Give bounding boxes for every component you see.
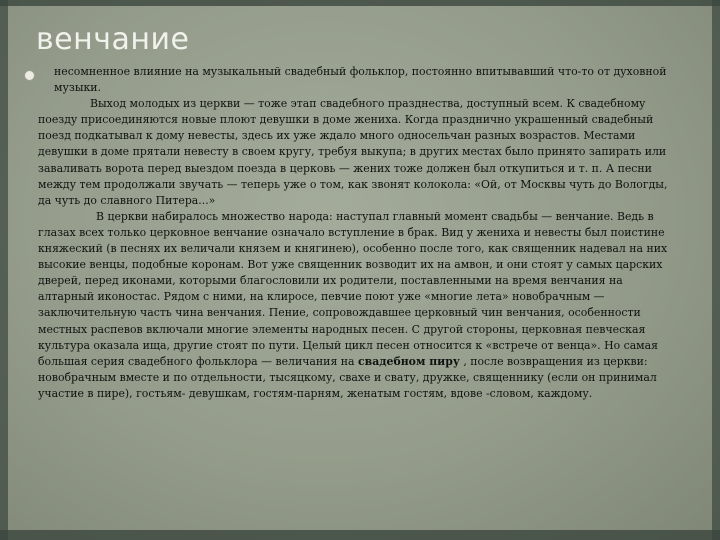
paragraph-1: несомненное влияние на музыкальный свадебный фольклор, постоянно впитывавший что-то от духовной музыки. <box>54 65 667 95</box>
body-text <box>38 64 668 402</box>
paragraph-2 <box>38 96 668 209</box>
paragraph-3 <box>38 209 668 402</box>
paragraph-3-bold: свадебном пиру <box>358 354 460 368</box>
frame-left <box>0 0 8 540</box>
frame-bottom <box>0 530 720 540</box>
slide-title: венчание <box>36 22 190 57</box>
paragraph-2-text: Выход молодых из церкви — тоже этап свадебного празднества, доступный всем. К свадебному поезду присоединяются новые плоют девушки в доме жениха. Когда празднично украшенный свадебный поезд подкатывал к дому невесты, здесь их уже ждало много односельчан разных возрастов. Местами девушки в доме прятали невесту в своем кругу, требуя выкупа; в других местах было принято запирать или заваливать ворота перед выездом поезда в церковь — жених тоже должен был откупиться и т. п. А песни между тем продолжали звучать — теперь уже о том, как звонят колокола: «Ой, от Москвы чуть до Вологды, да чуть до славного Питера...» <box>38 97 668 207</box>
paragraph-3-end: , после возвращения из церкви: новобрачным вместе и по отдельности, тысяцкому, свахе и свату, дружке, священнику (если он принимал участие в пире), гостьям- девушкам, гостям-парням, женатым гостям, вдове -словом, каждому. <box>38 354 657 400</box>
bullet-icon <box>24 70 35 81</box>
frame-right <box>712 0 720 540</box>
frame-top <box>0 0 720 6</box>
paragraph-3-text: В церкви набиралось множество народа: наступал главный момент свадьбы — венчание. Ведь в глазах всех только церковное венчание означало вступление в брак. Вид у жениха и невесты был поистине княжеский (в песнях их величали князем и княгинею), особенно после того, как священник надевал на них высокие венцы, подобные коронам. Вот уже священник возводит их на амвон, и они стоят у самых царских дверей, перед иконами, которыми благословили их родители, поставленными на время венчания на алтарный иконостас. Рядом с ними, на клиросе, певчие поют уже «многие лета» новобрачным —заключительную часть чина венчания. Пение, сопровождавшее церковный чин венчания, особенности местных распевов включали многие элементы народных песен. С другой стороны, церковная певческая культура оказала ища, другие стоят по пути. Целый цикл песен относится к «встрече от венца». Но самая большая серия свадебного фольклора — величания на <box>38 209 668 368</box>
